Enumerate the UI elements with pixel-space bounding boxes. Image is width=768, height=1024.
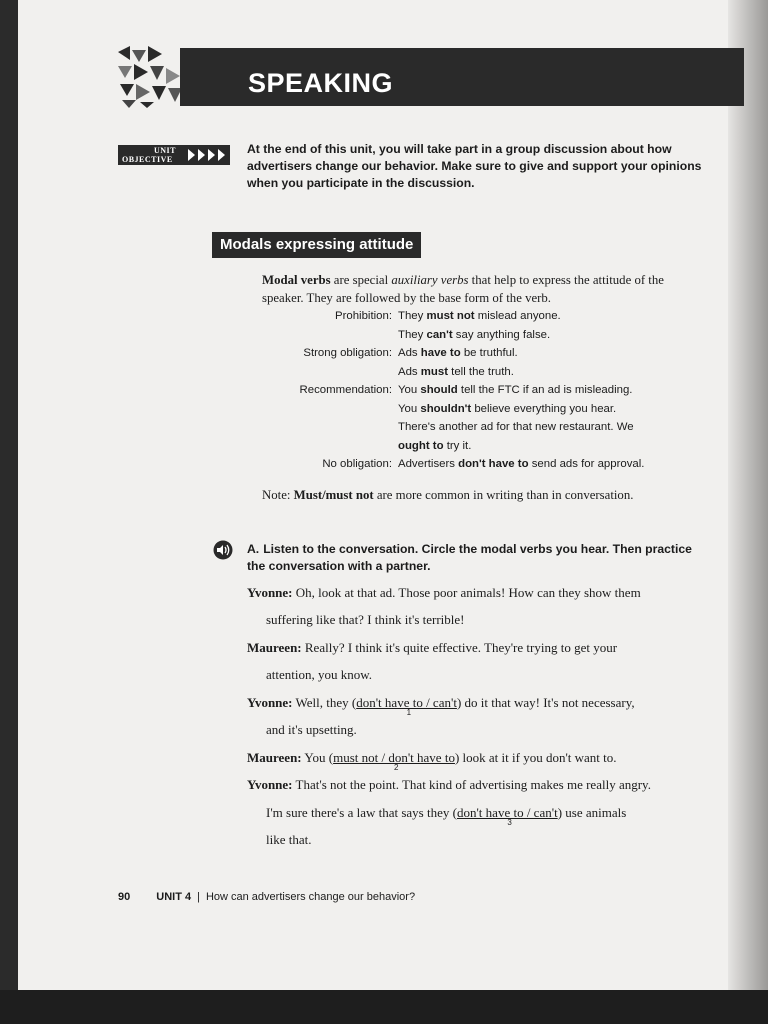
speaker-name: Yvonne: xyxy=(247,585,293,600)
speaker-name: Maureen: xyxy=(247,750,302,765)
row-example xyxy=(398,440,471,452)
row-label: No obligation: xyxy=(322,458,392,470)
row-example xyxy=(398,329,550,341)
intro-mid: are special xyxy=(330,273,392,287)
unit-objective-text: At the end of this unit, you will take part in a group discussion about how advertisers change our behavior. Make sure to give and support your opinions when you participate in the discussion. xyxy=(247,142,702,190)
speaker-name: Yvonne: xyxy=(247,695,293,710)
dialogue-text-after: ) look at it if you don't want to. xyxy=(454,750,617,765)
modal-choice[interactable] xyxy=(456,805,558,827)
example-pre: They xyxy=(398,328,427,341)
dialogue-text: like that. xyxy=(266,832,312,847)
note-bold: Must/must not xyxy=(293,488,374,502)
exercise-a-instruction xyxy=(247,541,707,575)
page-number: 90 xyxy=(118,891,131,903)
intro-italic: auxiliary verbs xyxy=(391,273,469,287)
dialogue-text-after: ) do it that way! It's not necessary, xyxy=(456,695,635,710)
modal-choice[interactable] xyxy=(356,695,457,717)
arrow-chevrons-icon xyxy=(188,147,228,163)
example-post: mislead anyone. xyxy=(474,310,561,322)
grammar-box-title: Modals expressing attitude xyxy=(212,232,421,258)
example-modal: must xyxy=(420,365,449,378)
row-label: Prohibition: xyxy=(335,310,392,322)
dialogue-line xyxy=(266,667,372,683)
dialogue-text: and it's upsetting. xyxy=(266,722,357,737)
example-post: say anything false. xyxy=(452,328,551,341)
dialogue-line xyxy=(266,722,357,738)
example-modal: have to xyxy=(420,347,461,359)
row-example xyxy=(398,403,616,415)
dialogue-line xyxy=(266,805,627,827)
exercise-text: Listen to the conversation. Circle the modal verbs you hear. Then practice the conversation with a partner. xyxy=(247,542,692,573)
dialogue-line xyxy=(247,695,635,717)
example-post: send ads for approval. xyxy=(528,458,645,470)
example-pre: They xyxy=(398,310,427,322)
dialogue-line xyxy=(247,750,617,772)
modal-choice[interactable] xyxy=(333,750,455,772)
grammar-note xyxy=(262,488,633,503)
example-post: tell the truth. xyxy=(448,365,514,378)
choice-text: don't have to / can't xyxy=(456,805,558,820)
example-pre: You xyxy=(398,402,421,415)
grammar-intro xyxy=(262,271,702,307)
dialogue-text: That's not the point. That kind of advertising makes me really angry. xyxy=(292,777,651,792)
dialogue-line xyxy=(247,585,641,601)
dialogue-text: Really? I think it's quite effective. They're trying to get your xyxy=(301,640,618,655)
example-modal: shouldn't xyxy=(420,402,472,415)
example-modal: don't have to xyxy=(458,458,529,470)
exercise-letter: A. xyxy=(247,542,260,556)
example-pre: Advertisers xyxy=(398,458,459,470)
intro-rest: that help to express the attitude of the speaker. They are followed by the base form of the verb. xyxy=(262,273,664,305)
example-modal: ought to xyxy=(398,439,444,452)
row-example xyxy=(398,384,632,396)
note-post: are more common in writing than in conversation. xyxy=(373,488,634,502)
example-pre: Ads xyxy=(398,347,421,359)
page-gutter-shadow xyxy=(728,0,768,990)
footer-unit: UNIT 4 xyxy=(156,891,192,903)
example-modal: can't xyxy=(426,328,453,341)
choice-text: must not / don't have to xyxy=(333,750,455,765)
dialogue-line xyxy=(247,640,617,656)
row-example xyxy=(398,421,634,433)
intro-bold: Modal verbs xyxy=(262,273,331,287)
row-label: Recommendation: xyxy=(299,384,392,396)
example-post: try it. xyxy=(443,439,472,452)
footer-title: How can advertisers change our behavior? xyxy=(205,891,416,903)
footer-separator: | xyxy=(197,891,200,903)
choice-number: 3 xyxy=(507,818,512,827)
section-title: SPEAKING xyxy=(248,68,394,98)
note-pre: Note: xyxy=(262,488,294,502)
example-modal: must not xyxy=(426,310,475,322)
row-example xyxy=(398,366,514,378)
badge-line-1: UNIT xyxy=(154,146,177,155)
example-post: tell the FTC if an ad is misleading. xyxy=(457,384,633,396)
dialogue-line xyxy=(266,832,312,848)
badge-line-2: OBJECTIVE xyxy=(122,155,173,164)
scan-background xyxy=(0,990,768,1024)
dialogue-text: suffering like that? I think it's terrible! xyxy=(266,612,465,627)
example-modal: should xyxy=(420,384,458,396)
dialogue-text-after: ) use animals xyxy=(557,805,627,820)
dialogue-line xyxy=(247,777,651,793)
row-label: Strong obligation: xyxy=(303,347,392,359)
unit-objective-badge xyxy=(118,145,230,165)
dialogue-text: attention, you know. xyxy=(266,667,373,682)
dialogue-line xyxy=(266,612,465,628)
speaker-name: Maureen: xyxy=(247,640,302,655)
example-pre: There's another ad for that new restaurant. We xyxy=(398,421,634,433)
example-post: believe everything you hear. xyxy=(471,402,617,415)
dialogue-text: Oh, look at that ad. Those poor animals! How can they show them xyxy=(292,585,641,600)
row-example xyxy=(398,347,518,359)
dialogue-text: I'm sure there's a law that says they ( xyxy=(266,805,457,820)
example-post: be truthful. xyxy=(460,347,518,359)
example-pre: You xyxy=(398,384,421,396)
audio-speaker-icon[interactable] xyxy=(213,540,233,560)
row-example xyxy=(398,310,561,322)
row-example xyxy=(398,458,644,470)
dialogue-text: You ( xyxy=(301,750,334,765)
page-footer xyxy=(118,891,415,903)
choice-text: don't have to / can't xyxy=(356,695,457,710)
choice-number: 1 xyxy=(406,708,412,717)
speaker-name: Yvonne: xyxy=(247,777,293,792)
choice-number: 2 xyxy=(394,763,399,772)
dialogue-text: Well, they ( xyxy=(292,695,357,710)
example-pre: Ads xyxy=(398,365,421,378)
